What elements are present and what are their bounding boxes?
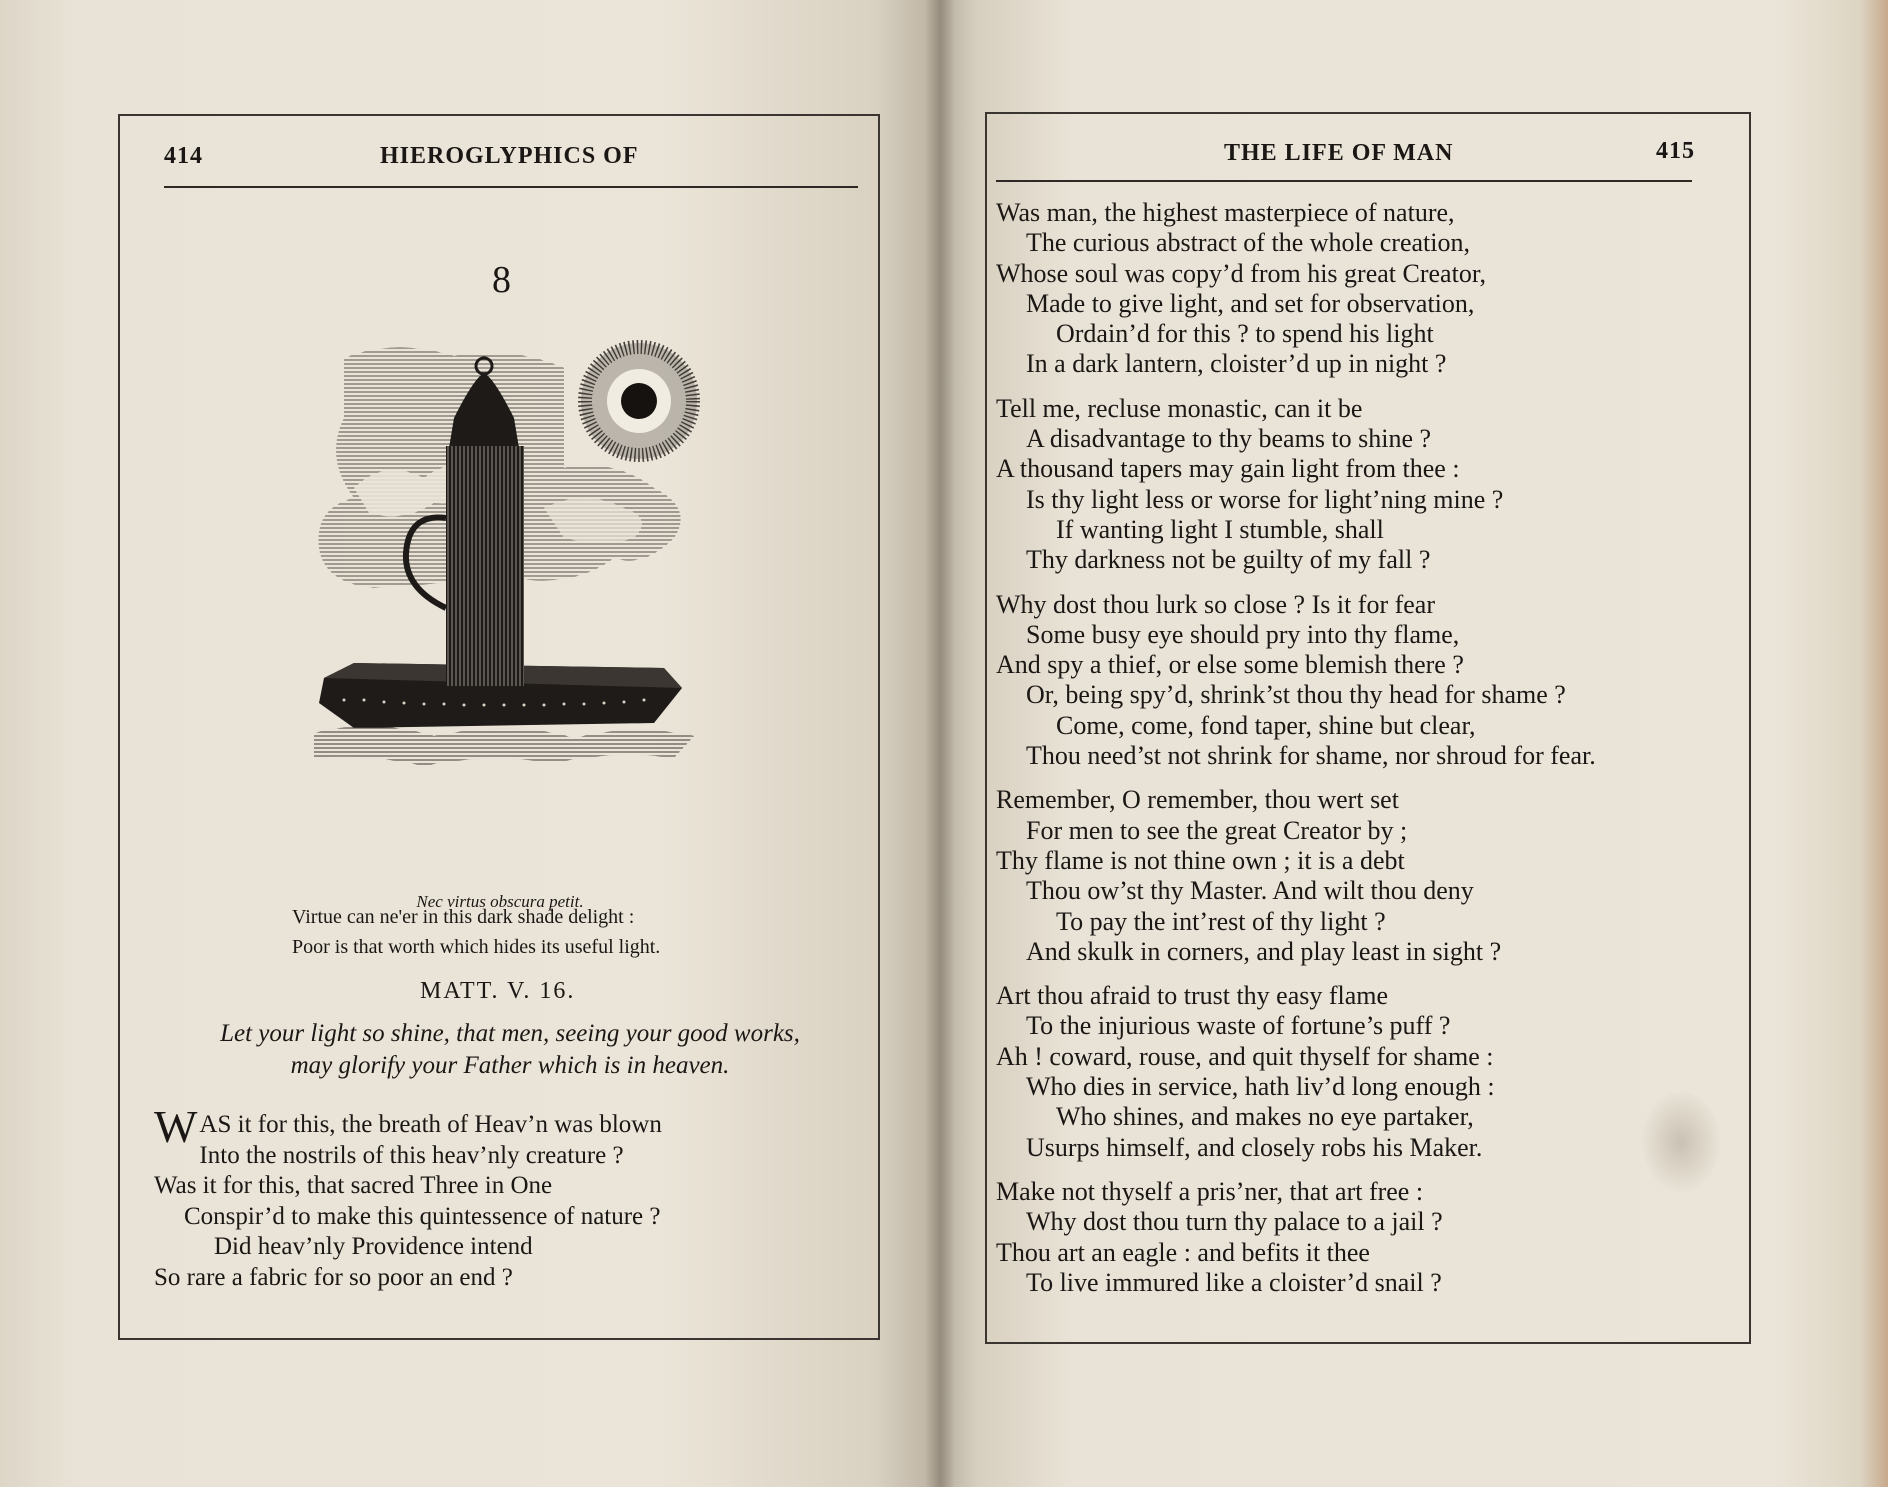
poem-line: Make not thyself a pris’ner, that art free :: [996, 1176, 1424, 1206]
right-poem: [996, 198, 1596, 1298]
lantern-engraving-icon: [314, 338, 709, 818]
poem-line: AS it for this, the breath of Heav’n was blown: [199, 1111, 662, 1138]
poem-line: Or, being spy’d, shrink’st thou thy head for shame ?: [1026, 680, 1566, 710]
poem-line: Thou art an eagle : and befits it thee: [996, 1237, 1370, 1267]
couplet-line: Virtue can ne'er in this dark shade delight :: [292, 906, 635, 928]
poem-line: Come, come, fond taper, shine but clear,: [1056, 710, 1476, 740]
poem-line: In a dark lantern, cloister’d up in night ?: [1026, 349, 1447, 379]
right-head-rule: [996, 180, 1692, 182]
poem-line: Why dost thou turn thy palace to a jail ?: [1026, 1207, 1443, 1237]
stanza-gap: [996, 1163, 1596, 1177]
latin-motto: Nec virtus obscura petit.: [416, 892, 584, 911]
stanza-gap: [996, 576, 1596, 590]
poem-line: Usurps himself, and closely robs his Maker.: [1026, 1132, 1483, 1162]
right-page-number: 415: [1656, 138, 1695, 164]
poem-line: To live immured like a cloister’d snail ?: [1026, 1267, 1442, 1297]
right-running-head: THE LIFE OF MAN: [1224, 140, 1454, 166]
poem-line: Thou ow’st thy Master. And wilt thou deny: [1026, 876, 1474, 906]
poem-line: Is thy light less or worse for light’ning mine ?: [1026, 484, 1504, 514]
stanza-gap: [996, 771, 1596, 785]
poem-line: Thy flame is not thine own ; it is a debt: [996, 845, 1405, 875]
poem-line: The curious abstract of the whole creation,: [1026, 228, 1470, 258]
poem-line: Did heav’nly Providence intend: [214, 1233, 533, 1260]
poem-line: So rare a fabric for so poor an end ?: [154, 1263, 513, 1291]
left-running-head: HIEROGLYPHICS OF: [380, 143, 639, 169]
poem-line: Thou need’st not shrink for shame, nor shroud for fear.: [1026, 741, 1596, 771]
scripture-line: Let your light so shine, that men, seeing your good works,: [220, 1020, 800, 1047]
poem-line: Made to give light, and set for observation,: [1026, 288, 1475, 318]
poem-line: For men to see the great Creator by ;: [1026, 815, 1408, 845]
poem-line: Tell me, recluse monastic, can it be: [996, 393, 1363, 423]
couplet-line: Poor is that worth which hides its useful light.: [292, 936, 661, 958]
poem-line: Conspir’d to make this quintessence of nature ?: [184, 1202, 661, 1230]
stanza-gap: [996, 380, 1596, 394]
paper-stain: [1642, 1092, 1720, 1192]
poem-line: And spy a thief, or else some blemish there ?: [996, 650, 1464, 680]
poem-line: If wanting light I stumble, shall: [1056, 514, 1384, 544]
poem-line: Ordain’d for this ? to spend his light: [1056, 319, 1434, 349]
poem-line: Into the nostrils of this heav’nly creature ?: [199, 1141, 624, 1169]
poem-line: Who dies in service, hath liv’d long enough :: [1026, 1072, 1495, 1102]
scripture-reference: MATT. V. 16.: [420, 978, 576, 1004]
poem-line: To the injurious waste of fortune’s puff ?: [1026, 1011, 1451, 1041]
couplet: [292, 902, 660, 962]
poem-line: Art thou afraid to trust thy easy flame: [996, 981, 1389, 1011]
poem-line: Whose soul was copy’d from his great Creator,: [996, 258, 1486, 288]
poem-line: Who shines, and makes no eye partaker,: [1056, 1102, 1474, 1132]
left-head-rule: [164, 186, 858, 188]
poem-line: Was it for this, that sacred Three in One: [154, 1172, 553, 1199]
poem-line: A disadvantage to thy beams to shine ?: [1026, 424, 1432, 454]
left-poem: [154, 1101, 662, 1293]
scripture-line: may glorify your Father which is in heaven.: [290, 1052, 730, 1079]
stanza-gap: [996, 967, 1596, 981]
poem-line: Thy darkness not be guilty of my fall ?: [1026, 545, 1431, 575]
poem-line: And skulk in corners, and play least in sight ?: [1026, 936, 1502, 966]
book-gutter: [925, 0, 955, 1487]
scripture-text: [160, 1018, 860, 1082]
poem-line: Remember, O remember, thou wert set: [996, 785, 1399, 815]
drop-cap: W: [154, 1101, 198, 1152]
poem-line: Ah ! coward, rouse, and quit thyself for shame :: [996, 1041, 1494, 1071]
poem-line: A thousand tapers may gain light from thee :: [996, 454, 1460, 484]
poem-line: Why dost thou lurk so close ? Is it for fear: [996, 589, 1436, 619]
left-page-number: 414: [164, 143, 203, 169]
figure-number: 8: [492, 259, 511, 301]
poem-line: To pay the int’rest of thy light ?: [1056, 906, 1386, 936]
poem-line: Some busy eye should pry into thy flame,: [1026, 619, 1460, 649]
poem-line: Was man, the highest masterpiece of nature,: [996, 198, 1455, 227]
